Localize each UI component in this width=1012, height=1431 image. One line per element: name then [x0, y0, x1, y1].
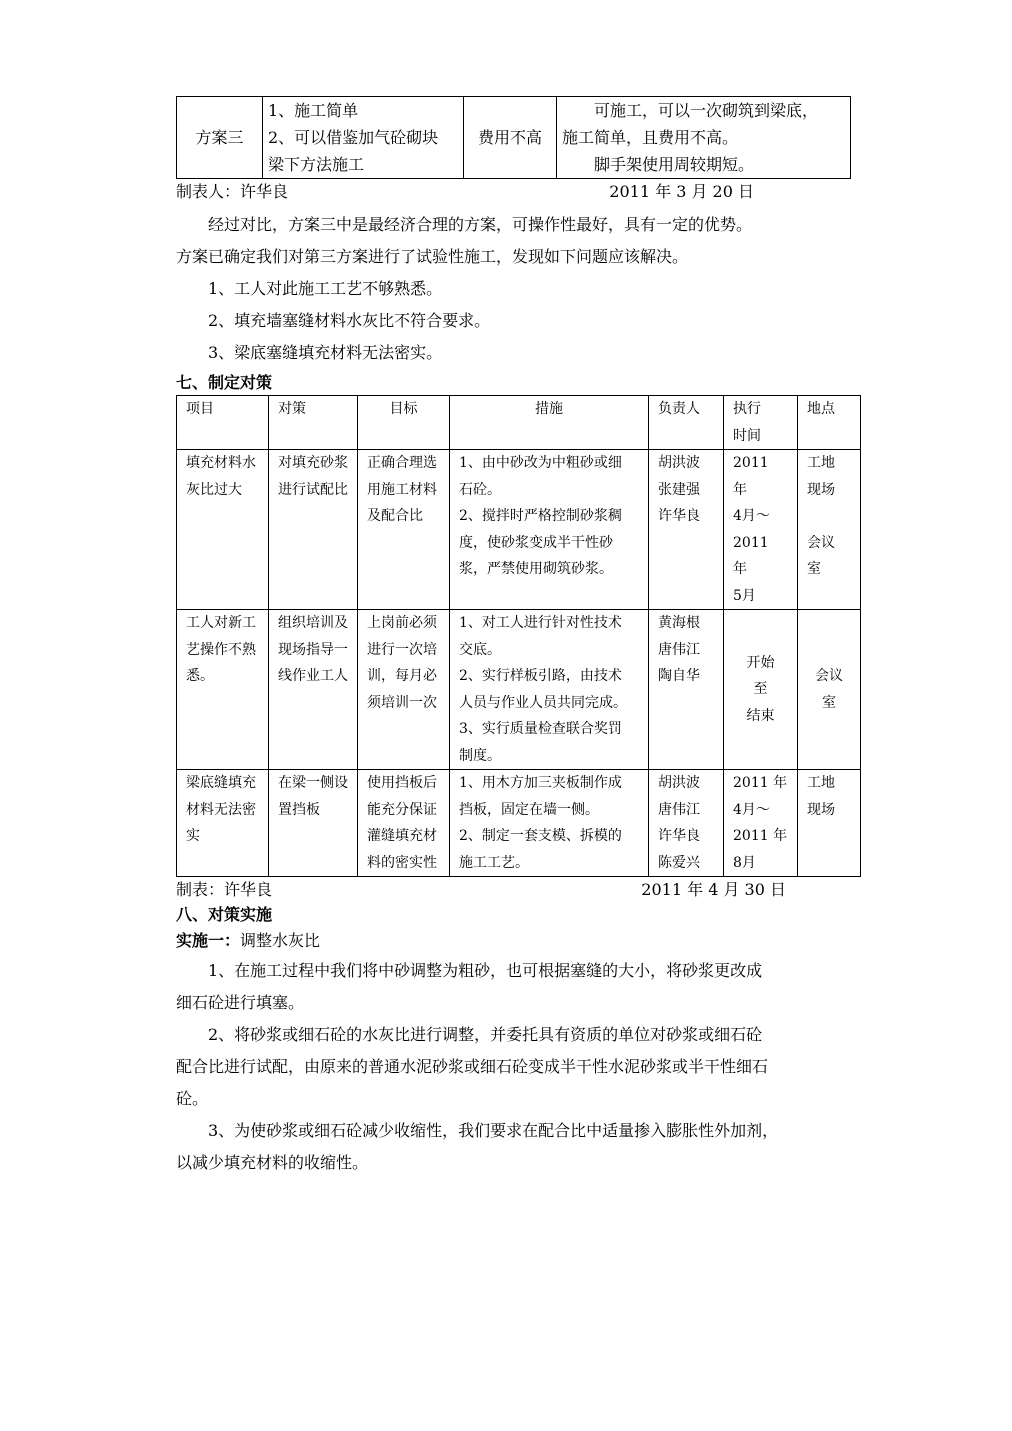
- cell-line: 胡洪波: [658, 455, 700, 471]
- cell-line: 用施工材料: [367, 481, 437, 498]
- cell-line: 石砼。: [459, 481, 501, 498]
- cell-owner: [649, 770, 724, 877]
- plan-feature-line: 1、施工简单: [268, 101, 359, 120]
- cell-line: 施工工艺。: [459, 854, 529, 871]
- cell-place: [798, 450, 861, 610]
- cell-line: 工地: [807, 455, 835, 471]
- cell-strategy: [269, 610, 358, 770]
- paragraph-line: 以减少填充材料的收缩性。: [176, 1153, 369, 1172]
- cell-line: 度，使砂浆变成半干性砂: [459, 534, 613, 551]
- cell-strategy: [269, 450, 358, 610]
- document-page: [176, 96, 860, 1179]
- cell-line: 2011 年: [733, 455, 783, 498]
- cell-line: 唐伟江: [658, 801, 700, 818]
- table-maker: 制表：许华良: [176, 880, 273, 899]
- cell-measures: [450, 450, 649, 610]
- cell-line: 须培训一次: [367, 694, 437, 711]
- cell-line: 挡板，固定在墙一侧。: [459, 801, 599, 818]
- cell-line: 材料无法密: [186, 801, 256, 818]
- cell-measures: [450, 770, 649, 877]
- subsection-text: 调整水灰比: [240, 931, 321, 950]
- header-measures: 措施: [450, 396, 649, 450]
- cell-line: 进行一次培: [367, 641, 437, 658]
- cell-line: 进行试配比: [278, 481, 348, 498]
- cell-line: 及配合比: [367, 508, 423, 524]
- table-footer: [176, 877, 786, 903]
- header-place: 地点: [798, 396, 861, 450]
- plan-conclusion: [557, 97, 851, 179]
- cell-line: 唐伟江: [658, 641, 700, 658]
- cell-line: 艺操作不熟: [186, 641, 256, 658]
- section-title: 八、对策实施: [176, 905, 273, 924]
- cell-line: 使用挡板后: [367, 775, 437, 791]
- cell-time: [724, 770, 798, 877]
- cell-line: 实: [186, 828, 200, 844]
- plan-feature-line: 梁下方法施工: [268, 155, 365, 174]
- cell-line: 能充分保证: [367, 801, 437, 818]
- plan-conclusion-line: 脚手架使用周较期短。: [594, 155, 755, 174]
- problem-item: 2、填充墙塞缝材料水灰比不符合要求。: [208, 311, 491, 330]
- cell-item: [177, 610, 269, 770]
- cell-line: 人员与作业人员共同完成。: [459, 694, 627, 711]
- plan-features: [263, 97, 464, 179]
- paragraph-line: 细石砼进行填塞。: [176, 993, 305, 1012]
- cell-line: 2011 年: [733, 534, 783, 577]
- header-time: [724, 396, 798, 450]
- cell-goal: [358, 450, 450, 610]
- cell-line: 1、由中砂改为中粗砂或细: [459, 455, 622, 471]
- cell-line: 现场指导一: [278, 641, 348, 658]
- cell-line: 填充材料水: [186, 455, 256, 471]
- plan-conclusion-line: 可施工，可以一次砌筑到梁底，: [594, 101, 819, 120]
- cell-time: [724, 610, 798, 770]
- cell-line: 4月～: [733, 508, 770, 524]
- cell-line: 2、制定一套支模、拆模的: [459, 828, 622, 844]
- cell-line: 陈爱兴: [658, 854, 700, 871]
- plan-name: 方案三: [177, 97, 263, 179]
- cell-owner: [649, 610, 724, 770]
- table-row: [177, 450, 861, 610]
- countermeasure-table: [176, 395, 861, 877]
- cell-measures: [450, 610, 649, 770]
- cell-line: 2011 年: [733, 775, 788, 791]
- cell-line: [807, 503, 855, 530]
- cell-item: [177, 450, 269, 610]
- problem-item: 1、工人对此施工工艺不够熟悉。: [208, 279, 443, 298]
- cell-line: 室: [807, 561, 821, 577]
- paragraph-line: 3、为使砂浆或细石砼减少收缩性，我们要求在配合比中适量掺入膨胀性外加剂，: [208, 1121, 779, 1140]
- table-maker: 制表人：许华良: [176, 182, 289, 201]
- cell-line: 会议: [815, 668, 843, 684]
- cell-line: 许华良: [658, 828, 700, 844]
- cell-line: 梁底缝填充: [186, 775, 256, 791]
- cell-line: 8月: [733, 854, 756, 871]
- table-date: 2011 年 4 月 30 日: [641, 880, 786, 899]
- plan-conclusion-line: 施工简单，且费用不高。: [562, 128, 739, 147]
- cell-line: 结束: [746, 707, 775, 724]
- cell-place: [798, 610, 861, 770]
- header-strategy: 对策: [269, 396, 358, 450]
- paragraph-line: 配合比进行试配，由原来的普通水泥砂浆或细石砼变成半干性水泥砂浆或半干性细石: [176, 1057, 769, 1076]
- paragraph-line: 2、将砂浆或细石砼的水灰比进行调整，并委托具有资质的单位对砂浆或细石砼: [208, 1025, 763, 1044]
- subsection-title: [176, 927, 860, 955]
- cell-owner: [649, 450, 724, 610]
- plan-cost: 费用不高: [464, 97, 557, 179]
- cell-item: [177, 770, 269, 877]
- cell-line: 现场: [807, 801, 835, 818]
- cell-line: 工人对新工: [186, 615, 256, 631]
- cell-line: 组织培训及: [278, 615, 348, 631]
- cell-line: 灌缝填充材: [367, 828, 437, 844]
- header-item: 项目: [177, 396, 269, 450]
- cell-goal: [358, 770, 450, 877]
- cell-line: 2、实行样板引路，由技术: [459, 668, 622, 684]
- paragraph-line: 砼。: [176, 1089, 209, 1108]
- cell-line: 2、搅拌时严格控制砂浆稠: [459, 508, 622, 524]
- cell-goal: [358, 610, 450, 770]
- cell-line: 胡洪波: [658, 775, 700, 791]
- table-row: [177, 610, 861, 770]
- table-row: [177, 770, 861, 877]
- cell-line: 正确合理选: [367, 455, 437, 471]
- cell-line: 上岗前必须: [367, 615, 437, 631]
- cell-line: 制度。: [459, 747, 501, 764]
- analysis-paragraph: 方案已确定我们对第三方案进行了试验性施工，发现如下问题应该解决。: [176, 247, 689, 266]
- header-time-line: 执行: [733, 401, 761, 417]
- section-title: 七、制定对策: [176, 373, 273, 392]
- table-header-row: [177, 396, 861, 450]
- cell-line: 至: [753, 681, 768, 698]
- cell-line: 4月～: [733, 801, 770, 818]
- cell-line: 张建强: [658, 481, 700, 498]
- cell-line: 5月: [733, 587, 756, 604]
- cell-line: 黄海根: [658, 615, 700, 631]
- cell-line: 1、用木方加三夹板制作成: [459, 775, 622, 791]
- problem-item: 3、梁底塞缝填充材料无法密实。: [208, 343, 443, 362]
- cell-line: 交底。: [459, 641, 501, 658]
- header-owner: 负责人: [649, 396, 724, 450]
- cell-line: 许华良: [658, 508, 700, 524]
- plan-feature-line: 2、可以借鉴加气砼砌块: [268, 128, 439, 147]
- paragraph-line: 1、在施工过程中我们将中砂调整为粗砂，也可根据塞缝的大小，将砂浆更改成: [208, 961, 763, 980]
- cell-line: 浆，严禁使用砌筑砂浆。: [459, 561, 613, 577]
- cell-line: 室: [822, 694, 836, 711]
- plan-row: [177, 97, 851, 179]
- table-date: 2011 年 3 月 20 日: [609, 182, 754, 201]
- cell-line: 训，每月必: [367, 668, 437, 684]
- analysis-paragraph: 经过对比，方案三中是最经济合理的方案，可操作性最好，具有一定的优势。: [208, 215, 753, 234]
- cell-line: 对填充砂浆: [278, 455, 348, 471]
- cell-line: 置挡板: [278, 801, 320, 818]
- cell-line: 3、实行质量检查联合奖罚: [459, 721, 622, 737]
- cell-line: 会议: [807, 534, 835, 551]
- cell-line: 悉。: [186, 668, 214, 684]
- cell-line: 工地: [807, 775, 835, 791]
- subsection-label: 实施一：: [176, 931, 241, 950]
- cell-line: 在梁一侧设: [278, 775, 348, 791]
- cell-line: 线作业工人: [278, 668, 348, 684]
- cell-strategy: [269, 770, 358, 877]
- cell-time: [724, 450, 798, 610]
- header-time-line: 时间: [733, 427, 761, 444]
- table-footer: [176, 179, 754, 205]
- cell-line: 开始: [746, 654, 775, 671]
- cell-line: 1、对工人进行针对性技术: [459, 615, 622, 631]
- cell-place: [798, 770, 861, 877]
- cell-line: 现场: [807, 481, 835, 498]
- cell-line: 陶自华: [658, 668, 700, 684]
- plan-table: [176, 96, 851, 179]
- cell-line: 灰比过大: [186, 481, 242, 498]
- header-goal: 目标: [358, 396, 450, 450]
- cell-line: 料的密实性: [367, 854, 437, 871]
- cell-line: 2011 年: [733, 828, 788, 844]
